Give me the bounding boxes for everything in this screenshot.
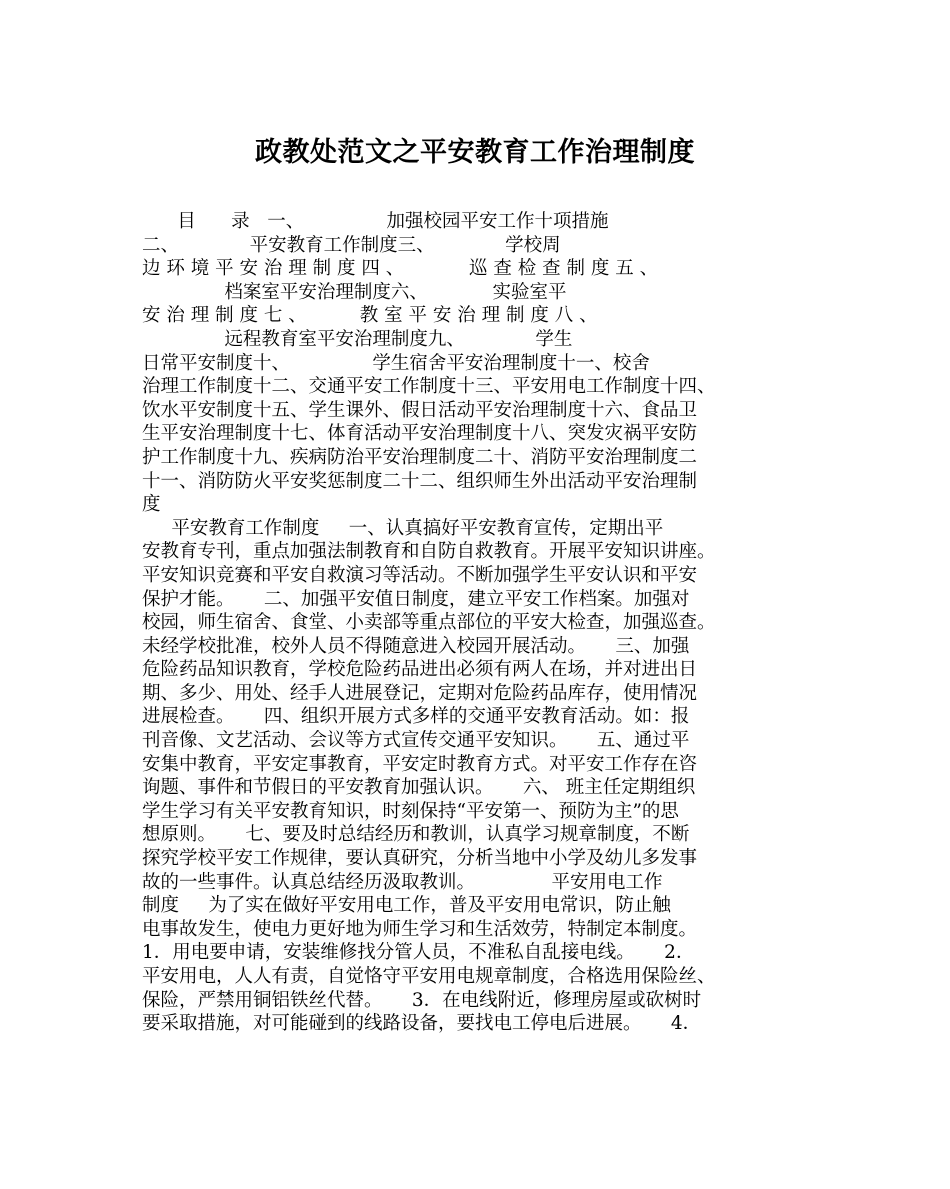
body-text-line: 1．用电要申请，安装维修找分管人员，不准私自乱接电线。 2． [142,942,695,964]
body-text-line: 饮水平安制度十五、学生课外、假日活动平安治理制度十六、食品卫 [142,399,698,421]
body-text-line: 电事故发生，使电力更好地为师生学习和生活效劳，特制定本制度。 [142,918,698,940]
body-text-line: 探究学校平安工作规律，要认真研究，分析当地中小学及幼儿多发事 [142,848,698,870]
body-text-line: 护工作制度十九、疾病防治平安治理制度二十、消防平安治理制度二 [142,446,698,468]
body-text-line: 安教育专刊，重点加强法制教育和自防自救教育。开展平安知识讲座。 [142,541,716,563]
body-text-line: 平安知识竞赛和平安自救演习等活动。不断加强学生平安认识和平安 [142,564,698,586]
body-text-line: 日常平安制度十、 学生宿舍平安治理制度十一、校舍 [142,352,650,374]
document-title: 政教处范文之平安教育工作治理制度 [255,137,695,168]
body-text-line: 校园，师生宿舍、食堂、小卖部等重点部位的平安大检查，加强巡查。 [142,612,716,634]
body-text-line: 故的一些事件。认真总结经历汲取教训。 平安用电工作 [142,871,663,893]
body-text-line: 危险药品知识教育，学校危险药品进出必须有两人在场，并对进出日 [142,659,698,681]
body-text-line: 目 录 一、 加强校园平安工作十项措施 [142,211,609,232]
body-text-line: 边 环 境 平 安 治 理 制 度 四 、 巡 查 检 查 制 度 五 、 [142,258,659,280]
body-text-line: 档案室平安治理制度六、 实验室平 [142,281,567,303]
body-text-line: 平安教育工作制度 一、认真搞好平安教育宣传，定期出平 [142,517,664,539]
body-text-line: 想原则。 七、要及时总结经历和教训，认真学习规章制度，不断 [142,824,690,846]
body-text-line: 学生学习有关平安教育知识，时刻保持“平安第一、预防为主”的思 [142,800,679,822]
body-text-line: 二、 平安教育工作制度三、 学校周 [142,234,561,256]
body-text-line: 远程教育室平安治理制度九、 学生 [142,328,573,350]
body-text-line: 度 [142,494,161,516]
body-text-line: 要采取措施，对可能碰到的线路设备，要找电工停电后进展。 4． [142,1013,702,1035]
body-text-line: 十一、消防防火平安奖惩制度二十二、组织师生外出活动平安治理制 [142,470,698,492]
body-text-line: 生平安治理制度十七、体育活动平安治理制度十八、突发灾祸平安防 [142,423,698,445]
body-text-line: 平安用电，人人有责，自觉恪守平安用电规章制度，合格选用保险丝、 [142,966,716,987]
body-text-line: 治理工作制度十二、交通平安工作制度十三、平安用电工作制度十四、 [142,376,716,398]
body-text-line: 询题、事件和节假日的平安教育加强认识。 六、 班主任定期组织 [142,777,696,799]
body-text-line: 刊音像、文艺活动、会议等方式宣传交通平安知识。 五、通过平 [142,730,690,752]
body-text-line: 保险，严禁用铜铝铁丝代替。 3．在电线附近，修理房屋或砍树时 [142,989,702,1011]
document-body [142,210,810,1036]
body-text-line: 制度 为了实在做好平安用电工作，普及平安用电常识，防止触 [142,895,671,917]
body-text-line: 未经学校批准，校外人员不得随意进入校园开展活动。 三、加强 [142,635,690,657]
body-text-line: 期、多少、用处、经手人进展登记，定期对危险药品库存，使用情况 [142,682,698,704]
body-text-line: 保护才能。 二、加强平安值日制度，建立平安工作档案。加强对 [142,588,690,610]
body-text-line: 安 治 理 制 度 七 、 教 室 平 安 治 理 制 度 八 、 [142,305,598,327]
body-text-line: 进展检查。 四、组织开展方式多样的交通平安教育活动。如：报 [142,706,690,728]
body-text-line: 安集中教育，平安定事教育，平安定时教育方式。对平安工作存在咨 [142,753,698,775]
